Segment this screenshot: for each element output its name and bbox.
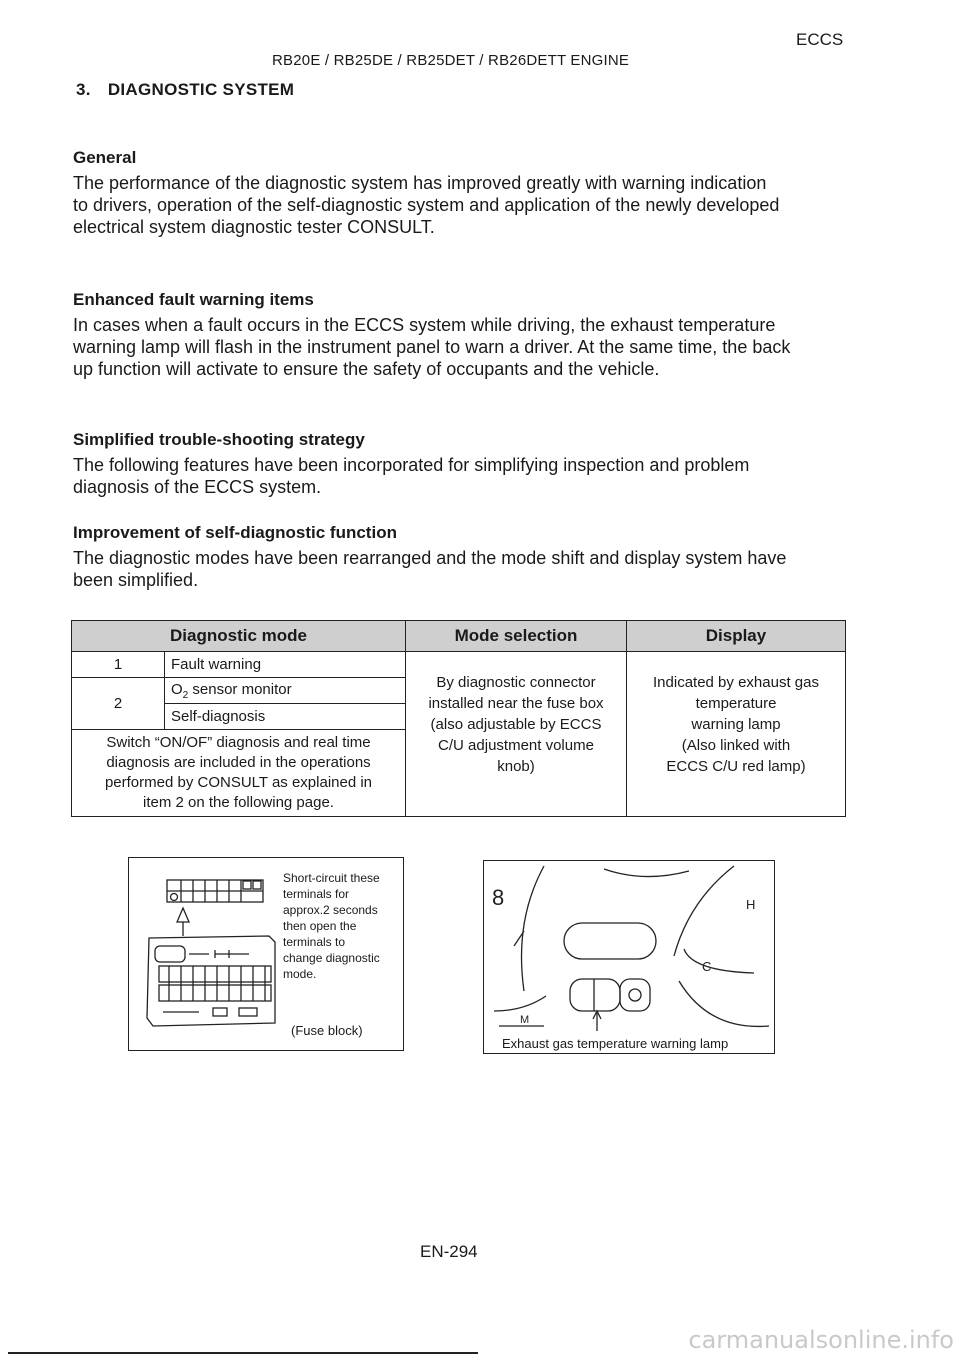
- diagnostic-mode-table: [71, 620, 846, 817]
- o2-subscript: 2: [182, 689, 189, 701]
- section-title: [76, 80, 294, 100]
- gauge-cluster-figure: [483, 860, 775, 1054]
- switch-note-cell: [72, 730, 406, 817]
- mode-selection-line: installed near the fuse box: [428, 695, 604, 712]
- mode-number: 2: [72, 678, 165, 730]
- para-line: diagnosis of the ECCS system.: [73, 477, 322, 497]
- o2-label: O: [171, 680, 183, 698]
- table-row: [72, 652, 846, 678]
- mode-selection-line: By diagnostic connector: [436, 674, 596, 691]
- mode-selection-line: C/U adjustment volume: [438, 737, 594, 754]
- instruction-line: approx.2 seconds: [283, 903, 378, 917]
- header-display: Display: [627, 621, 846, 652]
- gauge-cluster-drawing-icon: [484, 861, 774, 1033]
- header-diagnostic-mode: Diagnostic mode: [72, 621, 406, 652]
- para-line: The performance of the diagnostic system has improved greatly with warning indication: [73, 173, 767, 193]
- instruction-line: then open the: [283, 919, 357, 933]
- para-line: The following features have been incorporated for simplifying inspection and problem: [73, 455, 750, 475]
- switch-note-line: diagnosis are included in the operations: [106, 754, 371, 771]
- para-line: warning lamp will flash in the instrument panel to warn a driver. At the same time, the back: [73, 337, 791, 357]
- gauge-label-h: H: [746, 897, 756, 912]
- section-title-text: DIAGNOSTIC SYSTEM: [107, 80, 295, 99]
- para-fault-warning: [73, 314, 863, 380]
- mode-fault-warning: Fault warning: [165, 652, 406, 678]
- para-line: been simplified.: [73, 570, 199, 590]
- para-line: The diagnostic modes have been rearranged and the mode shift and display system have: [73, 548, 787, 568]
- display-line: (Also linked with: [681, 737, 791, 754]
- fuse-instructions: [283, 870, 380, 982]
- fuse-block-drawing-icon: [129, 858, 283, 1048]
- heading-fault-warning: Enhanced fault warning items: [73, 290, 314, 309]
- heading-self-diagnostic: Improvement of self-diagnostic function: [73, 523, 397, 542]
- instruction-line: terminals for: [283, 887, 350, 901]
- mode-selection-cell: [406, 652, 627, 817]
- switch-note-line: performed by CONSULT as explained in: [104, 774, 373, 791]
- para-line: to drivers, operation of the self-diagnostic system and application of the newly developed: [73, 195, 780, 215]
- gauge-label-m: M: [520, 1014, 530, 1026]
- mode-o2-sensor-monitor: [165, 678, 406, 704]
- instruction-line: Short-circuit these: [283, 871, 380, 885]
- para-general: [73, 172, 863, 238]
- engine-models: RB20E / RB25DE / RB25DET / RB26DETT ENGINE: [272, 52, 630, 69]
- fuse-block-figure: [128, 857, 404, 1051]
- switch-note-line: item 2 on the following page.: [143, 794, 334, 811]
- fuse-block-caption: (Fuse block): [291, 1023, 363, 1038]
- instruction-line: terminals to: [283, 935, 346, 949]
- watermark-brand: carmanualsonline.info: [688, 1326, 954, 1354]
- display-line: temperature: [695, 695, 777, 712]
- page-number: EN-294: [420, 1242, 478, 1261]
- section-number: 3.: [76, 80, 91, 99]
- gauge-label-c: C: [702, 959, 712, 974]
- para-troubleshooting: [73, 454, 863, 498]
- heading-general: General: [73, 148, 137, 167]
- mode-selection-line: (also adjustable by ECCS: [430, 716, 602, 733]
- para-line: electrical system diagnostic tester CONSULT.: [73, 217, 435, 237]
- section-code: ECCS: [796, 30, 844, 49]
- sensor-monitor-label: sensor monitor: [188, 680, 292, 698]
- instruction-line: change diagnostic: [283, 951, 380, 965]
- display-cell: [627, 652, 846, 817]
- instruction-line: mode.: [283, 967, 317, 981]
- footer-rule: [8, 1352, 478, 1354]
- switch-note-line: Switch “ON/OF” diagnosis and real time: [106, 734, 371, 751]
- display-line: ECCS C/U red lamp): [666, 758, 806, 775]
- para-line: In cases when a fault occurs in the ECCS system while driving, the exhaust temperature: [73, 315, 776, 335]
- display-line: warning lamp: [691, 716, 781, 733]
- mode-number: 1: [72, 652, 165, 678]
- display-line: Indicated by exhaust gas: [653, 674, 819, 691]
- table-header-row: [72, 621, 846, 652]
- heading-troubleshooting: Simplified trouble-shooting strategy: [73, 430, 365, 449]
- header-mode-selection: Mode selection: [406, 621, 627, 652]
- warning-lamp-caption: Exhaust gas temperature warning lamp: [502, 1036, 729, 1051]
- mode-self-diagnosis: Self-diagnosis: [165, 704, 406, 730]
- gauge-label-8: 8: [492, 885, 505, 910]
- para-self-diagnostic: [73, 547, 863, 591]
- mode-selection-line: knob): [497, 758, 535, 775]
- para-line: up function will activate to ensure the safety of occupants and the vehicle.: [73, 359, 660, 379]
